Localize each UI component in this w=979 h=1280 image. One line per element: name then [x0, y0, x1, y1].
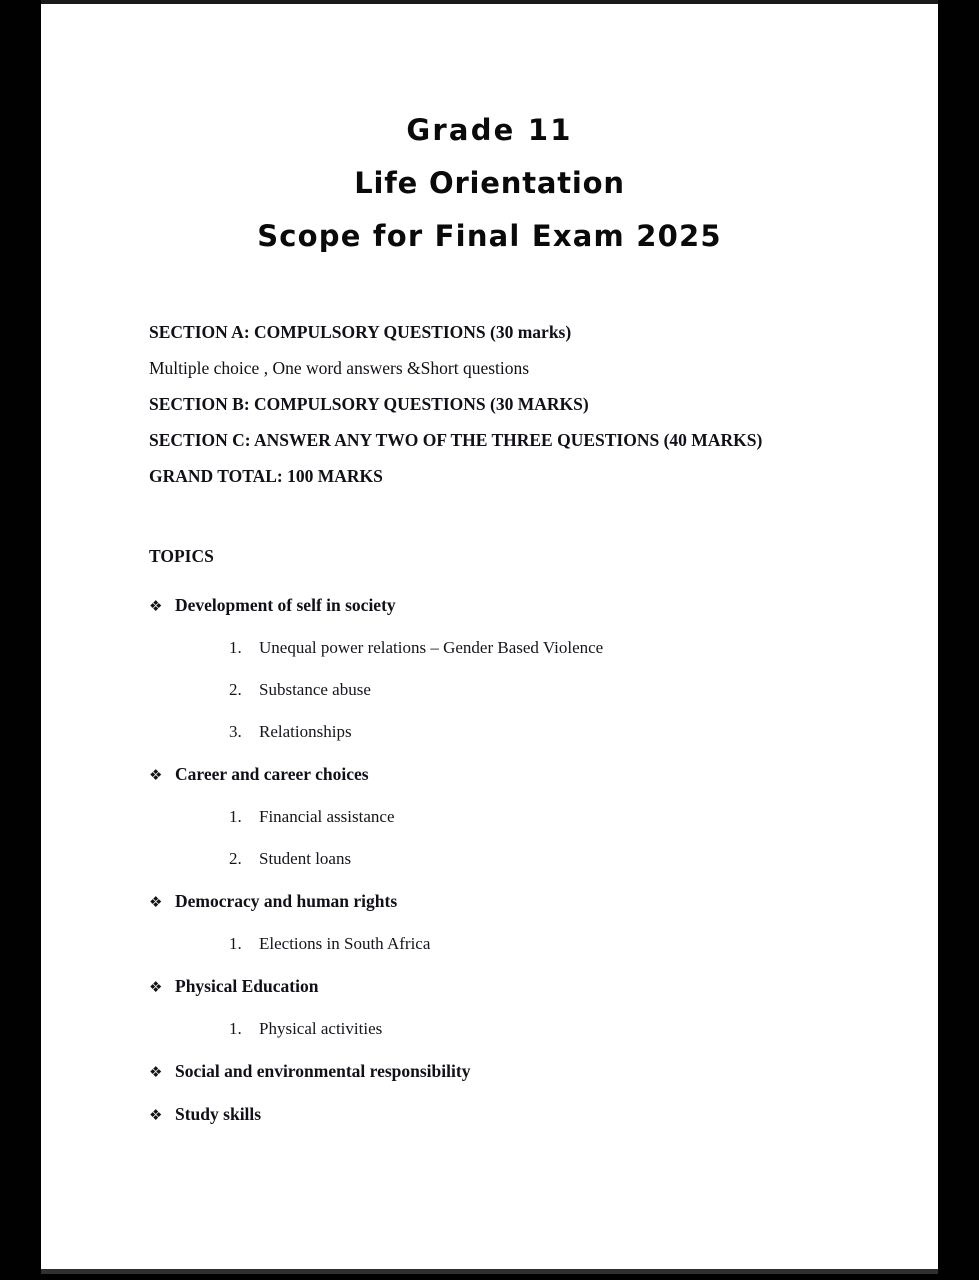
topic-label: Career and career choices	[175, 764, 369, 784]
list-item	[149, 1008, 909, 1050]
section-b-line: SECTION B: COMPULSORY QUESTIONS (30 MARKS)	[149, 394, 589, 414]
topic-group	[149, 584, 909, 753]
list-item	[149, 627, 909, 669]
list-item	[149, 796, 909, 838]
list-item-text: Student loans	[259, 849, 352, 868]
title-line-grade: Grade 11	[406, 113, 573, 147]
topics-block	[149, 542, 909, 1136]
section-c-line: SECTION C: ANSWER ANY TWO OF THE THREE QUESTIONS (40 MARKS)	[149, 430, 763, 450]
topic-item	[149, 1093, 909, 1136]
topic-item	[149, 965, 909, 1008]
floret-bullet-icon: ❖	[149, 978, 163, 996]
topic-group	[149, 1093, 909, 1136]
floret-bullet-icon: ❖	[149, 893, 163, 911]
page-bottom-edge-rule	[41, 1269, 938, 1274]
topic-item	[149, 880, 909, 923]
topic-label: Study skills	[175, 1104, 262, 1124]
list-item-number: 2.	[229, 680, 242, 699]
topic-item	[149, 584, 909, 627]
list-item-number: 1.	[229, 934, 242, 953]
list-item-text: Substance abuse	[259, 680, 371, 699]
topic-subitem-list	[149, 1008, 909, 1050]
topic-group	[149, 753, 909, 880]
topic-subitem-list	[149, 923, 909, 965]
list-item	[149, 923, 909, 965]
list-item-text: Elections in South Africa	[259, 934, 431, 953]
topic-item	[149, 1050, 909, 1093]
list-item-text: Physical activities	[259, 1019, 383, 1038]
section-a-detail-line: Multiple choice , One word answers &Short questions	[149, 358, 530, 378]
list-item-number: 3.	[229, 722, 242, 741]
floret-bullet-icon: ❖	[149, 1063, 163, 1081]
list-item	[149, 838, 909, 880]
list-item-number: 1.	[229, 807, 242, 826]
list-item-number: 2.	[229, 849, 242, 868]
title-line-subject: Life Orientation	[354, 166, 625, 200]
grand-total-line: GRAND TOTAL: 100 MARKS	[149, 466, 383, 486]
topic-label: Social and environmental responsibility	[175, 1061, 471, 1081]
title-line-scope: Scope for Final Exam 2025	[257, 219, 722, 253]
list-item-number: 1.	[229, 1019, 242, 1038]
topics-heading: TOPICS	[149, 546, 214, 566]
list-item-text: Unequal power relations – Gender Based Violence	[259, 638, 604, 657]
list-item-number: 1.	[229, 638, 242, 657]
topic-subitem-list	[149, 796, 909, 880]
document-page	[41, 4, 938, 1269]
list-item	[149, 711, 909, 753]
floret-bullet-icon: ❖	[149, 766, 163, 784]
topic-group	[149, 965, 909, 1050]
topic-group	[149, 1050, 909, 1093]
document-body	[41, 4, 938, 1269]
topic-label: Development of self in society	[175, 595, 396, 615]
exam-structure-block	[149, 314, 909, 494]
section-a-line: SECTION A: COMPULSORY QUESTIONS (30 marks)	[149, 322, 572, 342]
list-item-text: Relationships	[259, 722, 352, 741]
document-title-block	[41, 104, 938, 263]
list-item	[149, 669, 909, 711]
topic-label: Physical Education	[175, 976, 319, 996]
topic-label: Democracy and human rights	[175, 891, 398, 911]
topic-item	[149, 753, 909, 796]
list-item-text: Financial assistance	[259, 807, 395, 826]
topic-group	[149, 880, 909, 965]
floret-bullet-icon: ❖	[149, 597, 163, 615]
topic-subitem-list	[149, 627, 909, 753]
floret-bullet-icon: ❖	[149, 1106, 163, 1124]
